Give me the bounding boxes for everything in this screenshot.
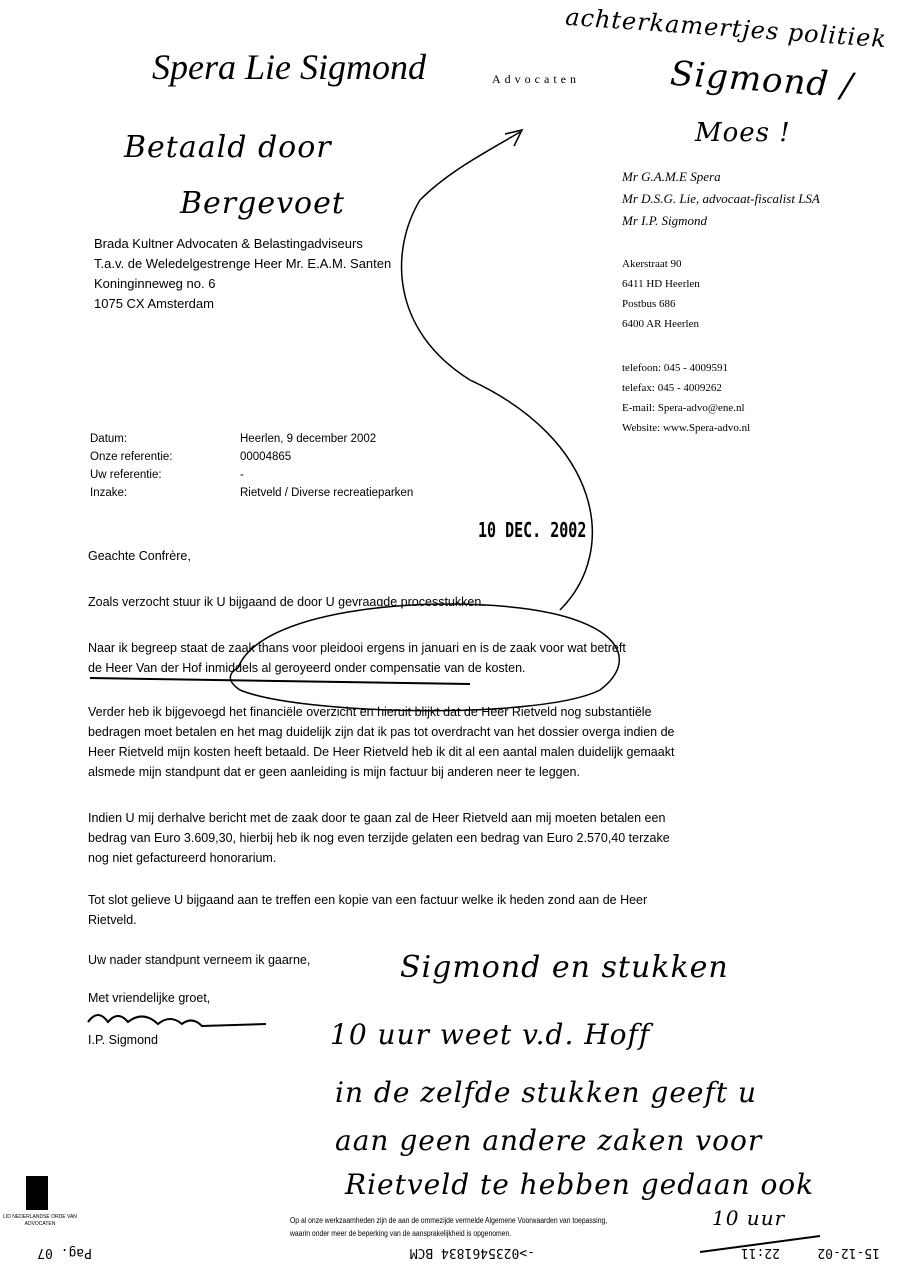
- paragraph-line: Tot slot gelieve U bijgaand aan te treffen een kopie van een factuur welke ik heden zond aan de Heer: [88, 893, 648, 907]
- contact-website: Website: www.Spera-advo.nl: [622, 422, 751, 434]
- meta-value: 00004865: [240, 451, 292, 463]
- meta-value: -: [240, 469, 244, 481]
- closing: Met vriendelijke groet,: [88, 991, 211, 1005]
- recipient-line: Brada Kultner Advocaten & Belastingadviseurs: [94, 236, 363, 251]
- meta-label: Uw referentie:: [90, 469, 162, 481]
- salutation: Geachte Confrère,: [88, 549, 191, 563]
- paragraph-line: Indien U mij derhalve bericht met de zaak door te gaan zal de Heer Rietveld aan mij moeten betalen een: [88, 811, 666, 825]
- handwritten-note: 10 uur: [712, 1206, 786, 1230]
- fax-header: [0, 1240, 900, 1264]
- paragraph-line: Zoals verzocht stuur ik U bijgaand de door U gevraagde processtukken.: [88, 595, 485, 609]
- paragraph-line: Uw nader standpunt verneem ik gaarne,: [88, 953, 311, 967]
- contact-fax: telefax: 045 - 4009262: [622, 382, 722, 394]
- handwritten-note: Sigmond /: [668, 53, 855, 107]
- paragraph-line: Heer Rietveld mijn kosten heeft betaald. De Heer Rietveld heb ik dit al een aantal malen duidelijk gemaakt: [88, 745, 675, 759]
- partner: Mr D.S.G. Lie, advocaat-fiscalist LSA: [622, 191, 820, 206]
- paragraph-line: Naar ik begreep staat de zaak thans voor pleidooi ergens in januari en is de zaak voor wat betreft: [88, 641, 626, 655]
- disclaimer-line: waarin onder meer de beperking van de aansprakelijkheid is opgenomen.: [290, 1229, 512, 1238]
- address-line: Akerstraat 90: [622, 258, 682, 270]
- arrow-line: [402, 132, 593, 610]
- contact-phone: telefoon: 045 - 4009591: [622, 362, 729, 374]
- handwritten-note: Moes !: [695, 118, 791, 148]
- paragraph-line: de Heer Van der Hof inmiddels al geroyeerd onder compensatie van de kosten.: [88, 661, 526, 675]
- partner: Mr G.A.M.E Spera: [622, 169, 721, 184]
- signature-scribble: [88, 1015, 266, 1026]
- handwritten-note: Betaald door: [124, 130, 332, 165]
- handwritten-note: achterkamertjes politiek: [564, 2, 888, 54]
- meta-label: Inzake:: [90, 487, 128, 499]
- handwritten-note: Bergevoet: [180, 186, 345, 221]
- fax-time: 22:11: [740, 1245, 780, 1260]
- handwritten-note: 10 uur weet v.d. Hoff: [330, 1018, 651, 1051]
- paragraph-line: bedragen moet betalen en het mag duidelijk zijn dat ik pas tot overdracht van het dossier overga indien de: [88, 725, 675, 739]
- recipient-line: T.a.v. de Weledelgestrenge Heer Mr. E.A.M. Santen: [94, 256, 392, 271]
- disclaimer-line: Op al onze werkzaamheden zijn de aan de ommezijde vermelde Algemene Voorwaarden van toepassing,: [290, 1216, 608, 1225]
- nova-logo-text: LID NEDERLANDSE ORDE VAN ADVOCATEN: [3, 1214, 77, 1227]
- address-line: 6411 HD Heerlen: [622, 278, 700, 290]
- meta-value: Rietveld / Diverse recreatieparken: [240, 487, 414, 499]
- nova-logo: [26, 1176, 48, 1210]
- fax-page: Pag. 07: [37, 1245, 92, 1260]
- partner: Mr I.P. Sigmond: [622, 213, 707, 228]
- paragraph-line: Rietveld.: [88, 913, 137, 927]
- circle-annotation: [230, 604, 619, 711]
- received-stamp: 10 DEC. 2002: [478, 518, 587, 542]
- firm-type: Advocaten: [492, 72, 580, 86]
- contact-email: E-mail: Spera-advo@ene.nl: [622, 402, 745, 414]
- paragraph-line: alsmede mijn standpunt dat er geen aanleiding is mijn factuur bij anderen neer te leggen.: [88, 765, 580, 779]
- signatory: I.P. Sigmond: [88, 1033, 158, 1047]
- handwritten-note: Sigmond en stukken: [400, 950, 729, 985]
- recipient-line: Koninginneweg no. 6: [94, 276, 216, 291]
- handwritten-note: in de zelfde stukken geeft u: [335, 1076, 758, 1109]
- address-line: 6400 AR Heerlen: [622, 318, 699, 330]
- handwritten-note: Rietveld te hebben gedaan ook: [345, 1168, 815, 1201]
- paragraph-line: bedrag van Euro 3.609,30, hierbij heb ik nog even terzijde gelaten een bedrag van Euro 2.570,40 terzake: [88, 831, 670, 845]
- paragraph-line: nog niet gefactureerd honorarium.: [88, 851, 277, 865]
- fax-date: 15-12-02: [817, 1245, 880, 1260]
- meta-label: Onze referentie:: [90, 451, 173, 463]
- fax-sender: ->0235461834 BCM: [409, 1245, 535, 1260]
- firm-name: Spera Lie Sigmond: [152, 47, 426, 87]
- underline-stroke: [90, 678, 470, 684]
- address-line: Postbus 686: [622, 298, 676, 310]
- meta-label: Datum:: [90, 433, 128, 445]
- recipient-line: 1075 CX Amsterdam: [94, 296, 214, 311]
- footer-disclaimer: [290, 1214, 607, 1240]
- handwritten-note: aan geen andere zaken voor: [335, 1124, 763, 1157]
- paragraph-line: Verder heb ik bijgevoegd het financiële overzicht en hieruit blijkt dat de Heer Rietveld nog substantiële: [88, 705, 652, 719]
- meta-value: Heerlen, 9 december 2002: [240, 433, 377, 445]
